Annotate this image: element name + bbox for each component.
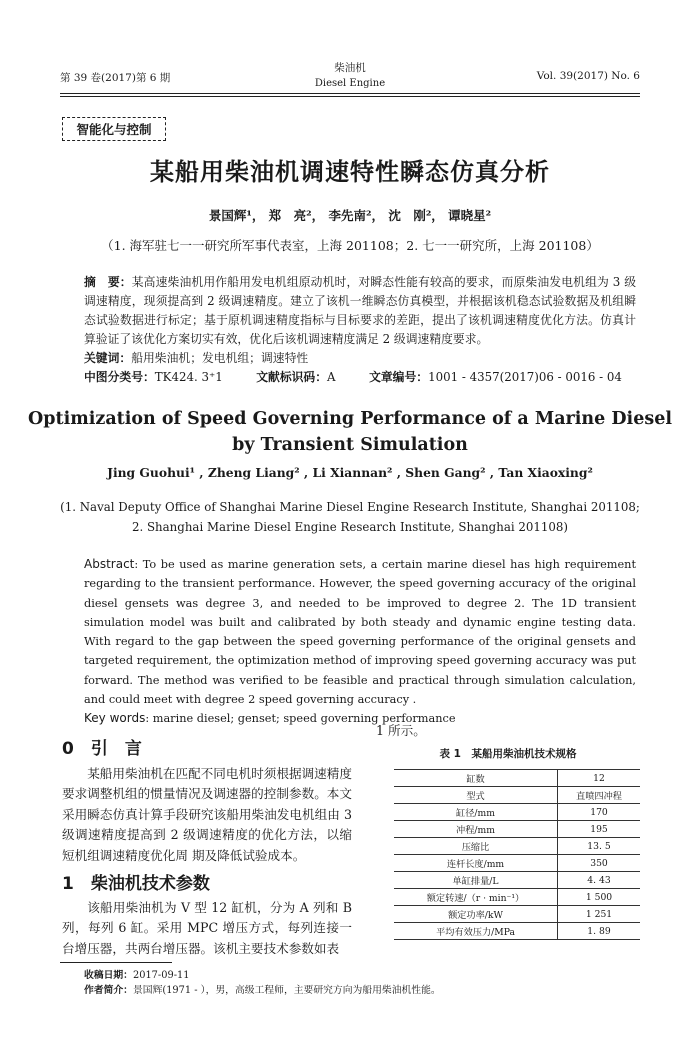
- keywords-en: marine diesel; genset; speed governing performance: [152, 712, 456, 726]
- authors-en: Jing Guohui¹ , Zheng Liang² , Li Xiannan² , Shen Gang² , Tan Xiaoxing²: [107, 465, 593, 480]
- article-number-label: 文章编号：: [369, 370, 429, 384]
- table-row: [394, 838, 640, 855]
- paper-title-en-line2: by Transient Simulation: [232, 435, 468, 455]
- clc-label: 中图分类号：: [84, 370, 155, 384]
- doc-code: A: [327, 370, 336, 384]
- received-date-label: 收稿日期：: [84, 970, 133, 981]
- table-cell-key: 缸数: [394, 770, 558, 787]
- table-cell-key: 单缸排量/L: [394, 872, 558, 889]
- table-cell-key: 额定转速/（r · min⁻¹）: [394, 889, 558, 906]
- abstract-cn: [84, 273, 636, 387]
- table-cell-key: 型式: [394, 787, 558, 804]
- abstract-cn-text: 某高速柴油机用作船用发电机组原动机时，对瞬态性能有较高的要求，而原柴油发电机组为 3 级调速精度，现须提高到 2 级调速精度。建立了该机一维瞬态仿真模型，并根据该机稳态试验数据及机组瞬态试验数据进行标定；基于原机调速精度指标与目标要求的差距，提出了该机调速精度优化方法。仿真计算验证了该优化方案切实有效，优化后该机调速精度满足 2 级调速精度要求。: [84, 275, 636, 346]
- table-cell-value: 1 251: [558, 906, 641, 923]
- journal-issue-left: 第 39 卷(2017)第 6 期: [60, 72, 171, 84]
- table-row: [394, 906, 640, 923]
- table-cell-value: 13. 5: [558, 838, 641, 855]
- table-cell-value: 195: [558, 821, 641, 838]
- header-rule-thin: [60, 96, 640, 97]
- authors-cn: 景国辉¹， 郑 亮²， 李先南²， 沈 刚²， 谭晓星²: [208, 208, 492, 223]
- clc-number: TK424. 3⁺1: [154, 370, 223, 384]
- author-bio-text: 景国辉(1971 - ），男，高级工程师，主要研究方向为船用柴油机性能。: [132, 985, 441, 996]
- section-1-heading: 1 柴油机技术参数: [62, 874, 210, 894]
- affiliations-cn: （1. 海军驻七一一研究所军事代表室，上海 201108；2. 七一一研究所，上海 201108）: [101, 238, 599, 253]
- affiliation-en-1: (1. Naval Deputy Office of Shanghai Marine Diesel Engine Research Institute, Shanghai 201108;: [60, 500, 640, 514]
- journal-issue-right: Vol. 39(2017) No. 6: [536, 70, 640, 82]
- table-row: [394, 855, 640, 872]
- section-tag: 智能化与控制: [62, 117, 166, 141]
- section-0-paragraph: 某船用柴油机在匹配不同电机时须根据调速精度要求调整机组的惯量情况及调速器的控制参数。本文采用瞬态仿真计算手段研究该船用柴油发电机组由 3 级调速精度提高到 2 级调速精度的优化方法，以缩短机组调速精度优化周 期及降低试验成本。: [62, 766, 352, 863]
- table-1-title: 表 1 某船用柴油机技术规格: [439, 748, 577, 760]
- table-cell-value: 1. 89: [558, 923, 641, 940]
- keywords-cn: 船用柴油机；发电机组；调速特性: [131, 351, 309, 365]
- table-cell-key: 连杆长度/mm: [394, 855, 558, 872]
- table-row: [394, 889, 640, 906]
- received-date-value: 2017-09-11: [132, 970, 190, 981]
- journal-name-cn: 柴油机: [334, 62, 366, 74]
- table-cell-value: 直喷四冲程: [558, 787, 641, 804]
- abstract-en-label: Abstract: [84, 557, 135, 571]
- table-row: [394, 821, 640, 838]
- right-column-text: 1 所示。: [376, 723, 426, 738]
- author-bio-label: 作者简介：: [84, 985, 133, 996]
- affiliation-en-2: 2. Shanghai Marine Diesel Engine Research Institute, Shanghai 201108): [131, 520, 569, 534]
- table-row: [394, 804, 640, 821]
- table-cell-value: 170: [558, 804, 641, 821]
- affiliations-en: [0, 497, 700, 537]
- table-cell-key: 压缩比: [394, 838, 558, 855]
- table-cell-value: 1 500: [558, 889, 641, 906]
- journal-name-en: Diesel Engine: [314, 78, 386, 89]
- table-cell-key: 缸径/mm: [394, 804, 558, 821]
- table-cell-value: 350: [558, 855, 641, 872]
- spec-table: [394, 769, 640, 940]
- received-date: [84, 967, 189, 981]
- section-0-heading: 0 引 言: [62, 739, 142, 759]
- abstract-cn-label: 摘 要：: [84, 275, 132, 289]
- paper-title-en-line1: Optimization of Speed Governing Performance of a Marine Diesel: [28, 409, 672, 429]
- paper-title-cn: 某船用柴油机调速特性瞬态仿真分析: [150, 158, 550, 186]
- abstract-en: Abstract: To be used as marine generation sets, a certain marine diesel has high requirement regarding to the transient performance. However, the speed governing accuracy of the original diesel gensets was degree 3, and needed to be improved to degree 2. The 1D transient simulation model was built and calibrated by both steady and dynamic engine testing data. With regard to the gap between the speed governing performance of the original gensets and targeted requirement, the optimization method of improving speed governing accuracy was put forward. The method was verified to be feasible and practical through simulation calculation, and could meet with degree 2 speed governing accuracy . Key words: marine diesel; genset; speed governing performance: [84, 557, 636, 726]
- table-cell-key: 平均有效压力/MPa: [394, 923, 558, 940]
- header-rule-thick: [60, 93, 640, 94]
- table-row: [394, 787, 640, 804]
- section-1-paragraph: 该船用柴油机为 V 型 12 缸机，分为 A 列和 B 列，每列 6 缸。采用 MPC 增压方式，每列连接一台增压器，共两台增压器。该机主要技术参数如表: [62, 900, 352, 956]
- table-row: [394, 872, 640, 889]
- table-cell-key: 额定功率/kW: [394, 906, 558, 923]
- table-cell-value: 12: [558, 770, 641, 787]
- table-cell-value: 4. 43: [558, 872, 641, 889]
- article-number: 1001 - 4357(2017)06 - 0016 - 04: [428, 370, 622, 384]
- table-row: [394, 923, 640, 940]
- abstract-en-text: To be used as marine generation sets, a certain marine diesel has high requirement regarding to the transient performance. However, the speed governing accuracy of the original diesel gensets was degree 3, and needed to be improved to degree 2. The 1D transient simulation model was built and calibrated by both steady and dynamic engine testing data. With regard to the gap between the speed governing performance of the original gensets and targeted requirement, the optimization method of improving speed governing accuracy was put forward. The method was verified to be feasible and practical through simulation calculation, and could meet with degree 2 speed governing accuracy .: [84, 558, 636, 707]
- keywords-en-label: Key words: [84, 711, 146, 726]
- footnote-rule: [60, 962, 172, 963]
- paper-title-en: [0, 406, 700, 458]
- table-cell-key: 冲程/mm: [394, 821, 558, 838]
- author-bio: [84, 982, 441, 996]
- doc-code-label: 文献标识码：: [256, 370, 328, 384]
- keywords-cn-label: 关键词：: [84, 351, 132, 365]
- table-row: [394, 770, 640, 787]
